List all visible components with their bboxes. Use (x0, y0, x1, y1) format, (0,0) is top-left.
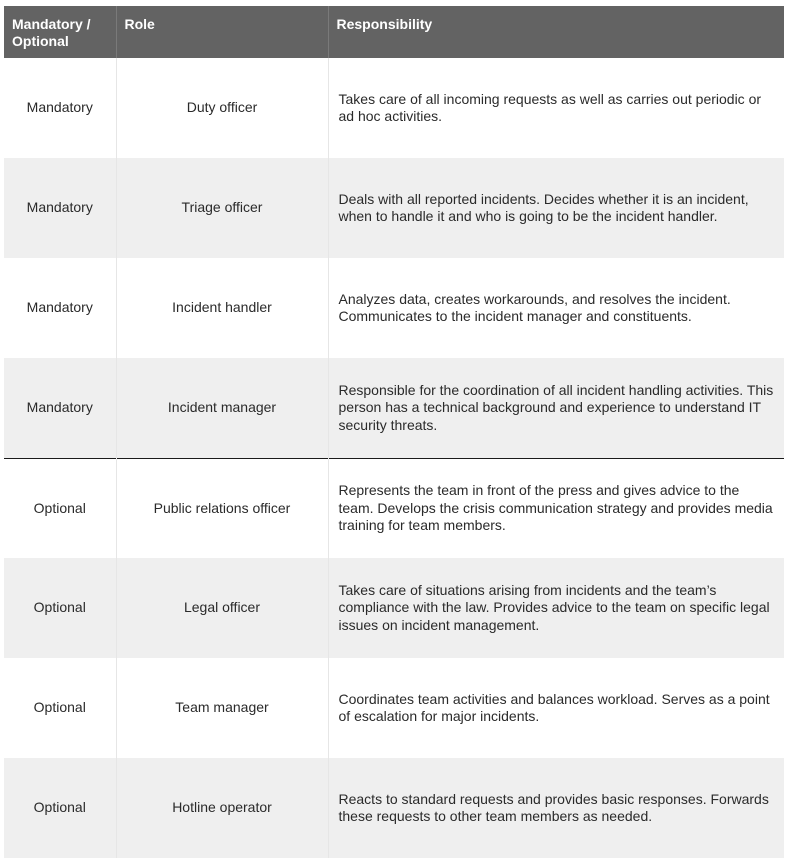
cell-type: Optional (4, 458, 116, 558)
cell-responsibility: Analyzes data, creates workarounds, and resolves the incident. Communicates to the incident manager and constituents. (338, 290, 731, 324)
cell-type: Optional (4, 758, 116, 858)
table-row (4, 558, 784, 658)
table-row (4, 258, 784, 358)
table-row (4, 758, 784, 858)
cell-role: Incident handler (116, 258, 328, 358)
cell-role: Duty officer (116, 58, 328, 158)
table-row (4, 158, 784, 258)
header-responsibility: Responsibility (328, 6, 784, 58)
cell-role: Legal officer (116, 558, 328, 658)
table-row (4, 458, 784, 558)
cell-type: Optional (4, 658, 116, 758)
cell-role: Public relations officer (116, 458, 328, 558)
cell-responsibility: Coordinates team activities and balances workload. Serves as a point of escalation for major incidents. (338, 690, 770, 724)
table-row (4, 358, 784, 458)
header-role: Role (116, 6, 328, 58)
cell-type: Mandatory (4, 158, 116, 258)
cell-responsibility: Represents the team in front of the press and gives advice to the team. Develops the crisis communication strategy and provides media training for team members. (328, 458, 784, 558)
cell-responsibility: Deals with all reported incidents. Decides whether it is an incident, when to handle it and who is going to be the incident handler. (328, 158, 784, 258)
cell-responsibility: Reacts to standard requests and provides basic responses. Forwards these requests to other team members as needed. (328, 758, 784, 858)
table-row (4, 58, 784, 158)
cell-role: Hotline operator (116, 758, 328, 858)
cell-responsibility: Responsible for the coordination of all incident handling activities. This person has a technical background and experience to understand IT security threats. (328, 358, 784, 458)
header-mandatory-optional: Mandatory / Optional (4, 6, 116, 58)
cell-type: Mandatory (4, 58, 116, 158)
cell-role: Triage officer (116, 158, 328, 258)
cell-type: Mandatory (4, 258, 116, 358)
table-header-row (4, 6, 784, 58)
cell-role: Incident manager (116, 358, 328, 458)
roles-table (4, 6, 784, 858)
cell-role: Team manager (116, 658, 328, 758)
cell-type: Mandatory (4, 358, 116, 458)
table-row (4, 658, 784, 758)
cell-responsibility: Takes care of all incoming requests as well as carries out periodic or ad hoc activities. (338, 90, 762, 124)
cell-type: Optional (4, 558, 116, 658)
cell-responsibility: Takes care of situations arising from incidents and the team’s compliance with the law. Provides advice to the team on specific legal issues on incident management. (328, 558, 784, 658)
